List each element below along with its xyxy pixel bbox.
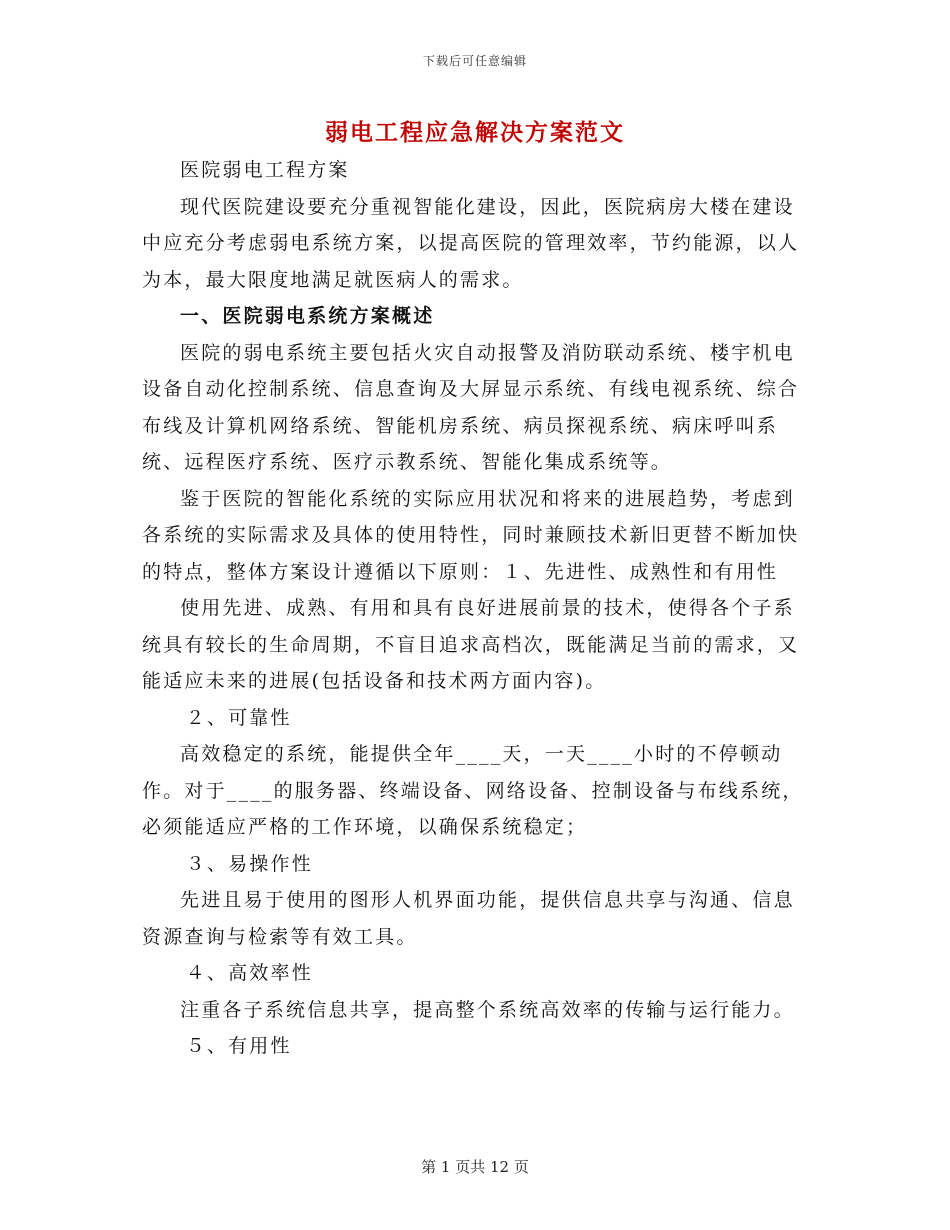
paragraph-efficiency: 注重各子系统信息共享，提高整个系统高效率的传输与运行能力。 (180, 998, 795, 1021)
item-practicality: ５、有用性 (185, 1035, 292, 1057)
paragraph-systems: 医院的弱电系统主要包括火灾自动报警及消防联动系统、楼宇机电设备自动化控制系统、信息查询及大屏显示系统、有线电视系统、综合布线及计算机网络系统、智能机房系统、病员探视系统、病床呼叫系统、远程医疗系统、医疗示教系统、智能化集成系统等。 (142, 341, 800, 473)
paragraph-reliability: 高效稳定的系统，能提供全年____天，一天____小时的不停顿动作。对于____的服务器、终端设备、网络设备、控制设备与布线系统，必须能适应严格的工作环境，以确保系统稳定； (142, 743, 804, 838)
document-body (142, 152, 814, 1065)
paragraph-usability: 先进且易于使用的图形人机界面功能，提供信息共享与沟通、信息资源查询与检索等有效工具。 (142, 889, 795, 948)
item-efficiency: ４、高效率性 (185, 962, 313, 984)
item-usability: ３、易操作性 (185, 852, 313, 875)
section-heading: 一、医院弱电系统方案概述 (180, 305, 435, 327)
page-footer-number: 第 1 页共 12 页 (421, 1158, 529, 1176)
paragraph-intro: 现代医院建设要充分重视智能化建设，因此，医院病房大楼在建设中应充分考虑弱电系统方案，以提高医院的管理效率，节约能源，以人为本，最大限度地满足就医病人的需求。 (142, 195, 800, 291)
paragraph-advanced: 使用先进、成熟、有用和具有良好进展前景的技术，使得各个子系统具有较长的生命周期，不盲目追求高档次，既能满足当前的需求，又能适应未来的进展(包括设备和技术两方面内容)。 (142, 597, 800, 692)
paragraph-subtitle: 医院弱电工程方案 (180, 159, 350, 181)
page-header-note: 下载后可任意编辑 (422, 54, 527, 68)
item-reliability: ２、可靠性 (185, 706, 292, 729)
paragraph-principles: 鉴于医院的智能化系统的实际应用状况和将来的进展趋势，考虑到各系统的实际需求及具体的使用特性，同时兼顾技术新旧更替不断加快的特点，整体方案设计遵循以下原则：１、先进性、成熟性和有用性 (142, 487, 800, 583)
document-title: 弱电工程应急解决方案范文 (325, 119, 625, 146)
